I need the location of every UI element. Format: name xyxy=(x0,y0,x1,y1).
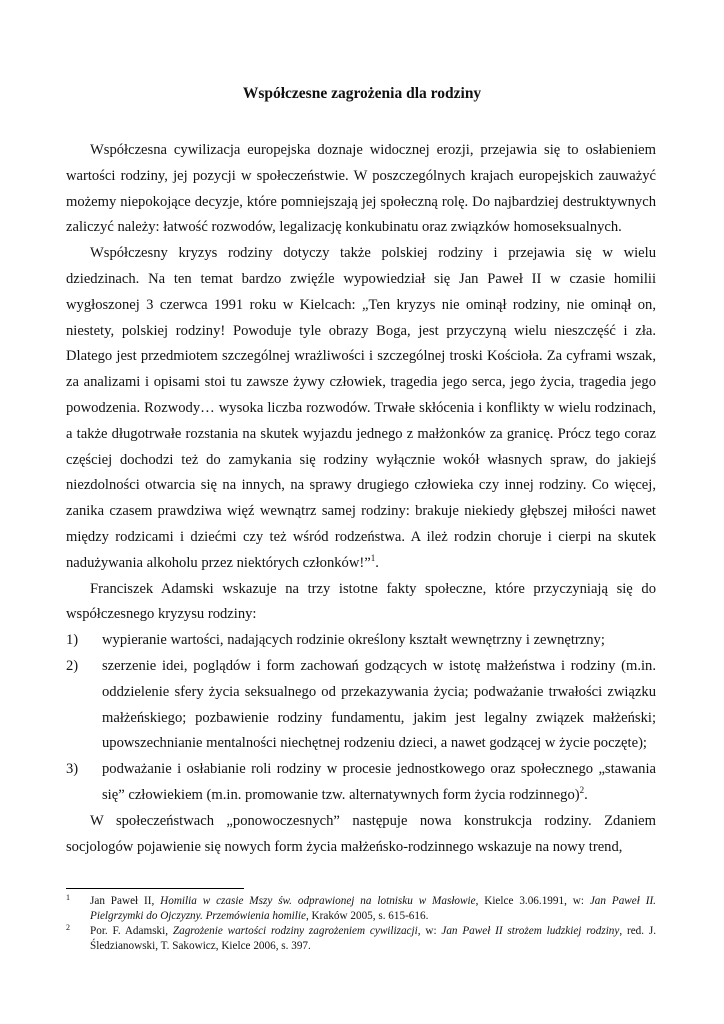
paragraph-1: Współczesna cywilizacja europejska doznaje widocznej erozji, przejawia się to osłabieniem wartości rodziny, jej pozycji w społeczeństwie. W poszczególnych krajach europejskich zauważyć możemy niepokojące decyzje, które pomniejszają jej społeczną rolę. Do najbardziej destruktywnych zaliczyć należy: łatwość rozwodów, legalizację konkubinatu oraz związków homoseksualnych. xyxy=(66,142,656,236)
footnote-text: , red. J. Śledzianowski, T. Sakowicz, Kielce 2006, s. 397. xyxy=(90,925,657,952)
paragraph-2-end: . xyxy=(375,554,379,571)
footnotes xyxy=(66,894,656,954)
list-item xyxy=(66,757,656,809)
paragraph-2-text: Współczesny kryzys rodziny dotyczy także polskiej rodziny i przejawia się w wielu dziedzinach. Na ten temat bardzo zwięźle wypowiedział się Jan Paweł II w czasie homilii wygłoszonej 3 czerwca 1991 roku w Kielcach: „Ten kryzys nie ominął rodziny, nie ominął on, niestety, polskiej rodziny! Powoduje tyle obrazy Boga, jest przyczyną wielu nieszczęść i zła. Dlatego jest przedmiotem szczególnej wrażliwości i szczególnej troski Kościoła. Za cyframi wszak, za analizami i opisami stoi tu zawsze żywy człowiek, tragedia jego serca, jego życia, tragedia jego powodzenia. Rozwody… wysoka liczba rozwodów. Trwałe skłócenia i konflikty w wielu rodzinach, a także długotrwałe rozstania na skutek wyjazdu jednego z małżonków za granicę. Prócz tego coraz częściej dochodzi też do zamykania się rodziny wyłącznie wokół własnych spraw, do jakiejś niezdolności otwarcia się na innych, na sprawy drugiego człowieka czy innej rodziny. Co więcej, zanika czasem prawdziwa więź wewnątrz samej rodziny: brakuje niekiedy głębszej miłości nawet między rodzicami i dziećmi czy też wśród rodzeństwa. A ileż rodzin choruje i cierpi na skutek nadużywania alkoholu przez niektórych członków!” xyxy=(66,245,656,571)
footnote-text: Por. F. Adamski, xyxy=(90,925,173,938)
footnote-number: 2 xyxy=(66,923,70,933)
list-item xyxy=(66,628,656,654)
list-item xyxy=(66,654,656,757)
footnote-text: , Kraków 2005, s. 615-616. xyxy=(305,909,429,922)
footnote-1 xyxy=(66,894,656,923)
list-item-text: podważanie i osłabianie roli rodziny w procesie jednostkowego oraz społecznego „stawania się” człowiekiem (m.in. promowanie tzw. alternatywnych form życia rodzinnego) xyxy=(102,761,656,803)
footnote-2 xyxy=(66,924,656,953)
document-title: Współczesne zagrożenia dla rodziny xyxy=(242,85,482,102)
footnote-number: 1 xyxy=(66,893,70,902)
list-item-number: 2) xyxy=(66,657,79,674)
paragraph-3: Franciszek Adamski wskazuje na trzy istotne fakty społeczne, które przyczyniają się do współczesnego kryzysu rodziny: xyxy=(66,580,656,623)
footnote-ref-1: 1 xyxy=(370,552,376,563)
paragraph-2 xyxy=(66,241,656,576)
footnote-separator xyxy=(66,888,244,889)
list-item-end: . xyxy=(584,786,588,803)
footnote-source: Jan Paweł II. Pielgrzymki do Ojczyzny. Przemówienia homilie xyxy=(90,895,656,922)
footnote-source: Jan Paweł II strożem ludzkiej rodziny xyxy=(441,925,620,938)
footnote-ref-2: 2 xyxy=(579,785,585,796)
document-body xyxy=(66,138,656,860)
footnote-title: Zagrożenie wartości rodziny zagrożeniem cywilizacji xyxy=(172,925,418,938)
paragraph-4: W społeczeństwach „ponowoczesnych” następuje nowa konstrukcja rodziny. Zdaniem socjologów pojawienie się nowych form życia małżeńsko-rodzinnego wskazuje na nowy trend, xyxy=(66,812,656,855)
list-item-number: 3) xyxy=(66,761,79,778)
list-item-text: szerzenie idei, poglądów i form zachowań godzących w istotę małżeństwa i rodziny (m.in. oddzielenie sfery życia seksualnego od przekazywania życia; podważanie trwałości związku małżeńskiego; pozbawienie rodziny fundamentu, jakim jest legalny związek małżeński; upowszechnianie mentalności niechętnej rodzeniu dzieci, a nawet godzącej w życie poczęte); xyxy=(102,657,656,752)
list-item-text: wypieranie wartości, nadających rodzinie określony kształt wewnętrzny i zewnętrzny; xyxy=(102,632,605,649)
footnote-text: , w: xyxy=(417,925,442,938)
facts-list xyxy=(66,628,656,809)
list-item-number: 1) xyxy=(66,632,79,649)
footnote-text: Jan Paweł II, xyxy=(90,895,161,907)
footnote-text: , Kielce 3.06.1991, w: xyxy=(475,895,590,907)
footnote-title: Homilia w czasie Mszy św. odprawionej na lotnisku w Masłowie xyxy=(160,895,476,907)
